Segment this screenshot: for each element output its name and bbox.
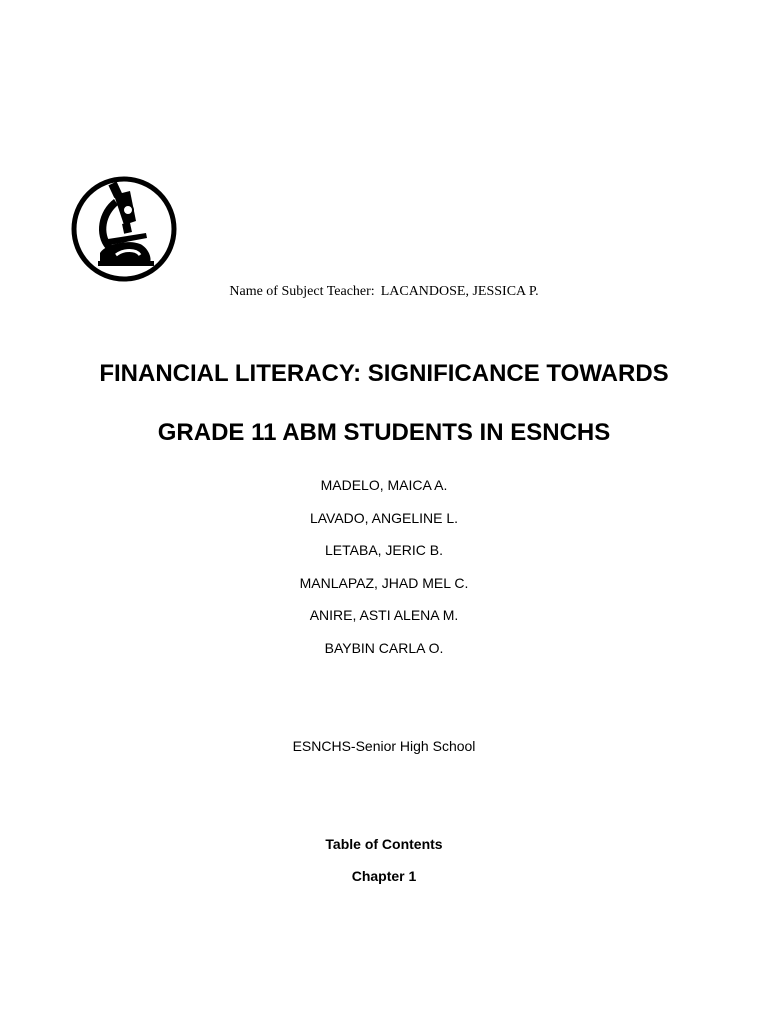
author-name: LETABA, JERIC B. [325,542,443,559]
school-name: ESNCHS-Senior High School [292,738,476,754]
author-name: BAYBIN CARLA O. [324,639,444,656]
microscope-icon [70,173,178,285]
author-name: ANIRE, ASTI ALENA M. [309,607,459,624]
subject-teacher-name: LACANDOSE, JESSICA P. [380,284,539,299]
chapter-heading: Chapter 1 [351,868,417,884]
table-of-contents-heading: Table of Contents [325,836,443,852]
document-title-line-1: FINANCIAL LITERACY: SIGNIFICANCE TOWARDS [99,360,669,387]
author-name: LAVADO, ANGELINE L. [309,509,459,526]
author-list [0,476,768,672]
author-name: MANLAPAZ, JHAD MEL C. [299,574,469,591]
subject-teacher-line [0,284,768,300]
author-name: MADELO, MAICA A. [320,477,448,493]
document-title-line-2: GRADE 11 ABM STUDENTS IN ESNCHS [157,419,611,446]
microscope-logo [70,173,178,285]
subject-teacher-label: Name of Subject Teacher: [229,284,375,299]
